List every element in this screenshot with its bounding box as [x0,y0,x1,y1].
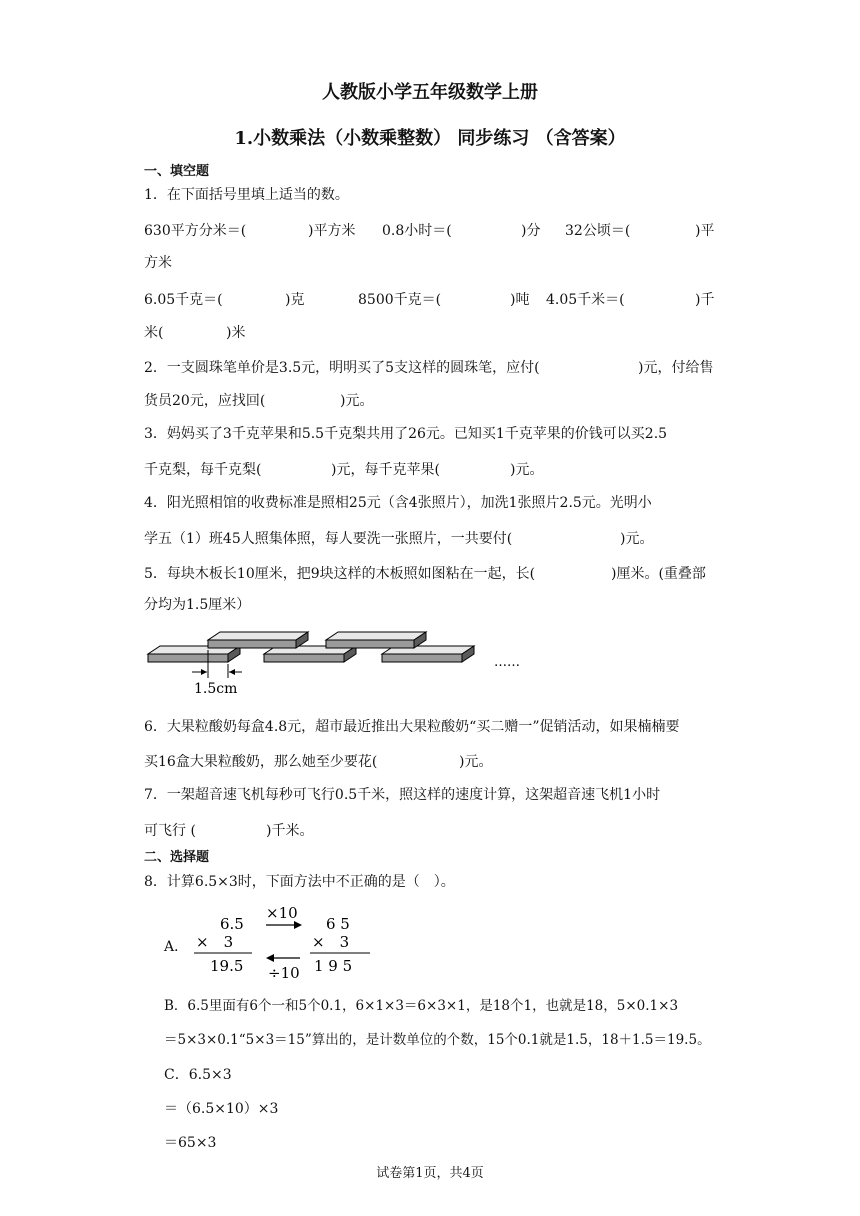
board-4 [208,632,308,648]
right-multiplicand: 6 5 [326,915,350,933]
document-title: 人教版小学五年级数学上册 [322,82,538,103]
board-5 [326,632,426,648]
q1-item5-suffix: )吨 [510,292,530,308]
arrow-top-label: ×10 [266,904,298,922]
q1-stem: 1．在下面括号里填上适当的数。 [144,187,349,203]
q1-item4-prefix: 6.05千克＝( [144,292,223,308]
q5-line1 [144,563,720,581]
q1-line4 [144,322,720,340]
q1-item5-prefix: 8500千克＝( [358,292,442,308]
q2-text-c: 货员20元，应找回( [144,393,266,409]
option-c-line2: ＝（6.5×10）×3 [164,1101,279,1117]
q1-line3 [144,289,720,307]
option-c-line1: C．6.5×3 [164,1067,232,1083]
q1-item2-prefix: 0.8小时＝( [382,223,452,239]
q5-line2: 分均为1.5厘米） [144,597,251,613]
left-multiplier: × 3 [196,933,234,951]
right-multiplier: × 3 [312,933,350,951]
document-subtitle: 1.小数乘法（小数乘整数） 同步练习 （含答案） [234,128,626,149]
q1-item6-cont-prefix: 米( [144,325,164,341]
option-b-line2: ＝5×3×0.1“5×3＝15”算出的，是计数单位的个数，15个0.1就是1.5，18＋1.5＝19.5。 [164,1032,711,1048]
option-a-vertical-multiplication [188,902,378,982]
q6-line1: 6．大果粒酸奶每盒4.8元，超市最近推出大果粒酸奶“买二赠一”促销活动，如果楠楠要 [144,719,680,735]
q7-line1: 7．一架超音速飞机每秒可飞行0.5千米，照这样的速度计算，这架超音速飞机1小时 [144,787,661,803]
q3-text-a: 千克梨，每千克梨( [144,462,262,478]
arrow-right-head [294,921,302,929]
q3-line1: 3．妈妈买了3千克苹果和5.5千克梨共用了26元。已知买1千克苹果的价钱可以买2.5 [144,426,668,442]
section-heading-fill-in: 一、填空题 [144,164,210,179]
q1-item3-prefix: 32公顷＝( [565,223,631,239]
arrow-bottom-label: ÷10 [268,964,300,982]
left-multiplicand: 6.5 [220,915,244,933]
q5-text-b: )厘米。(重叠部 [611,566,706,582]
figure-ellipsis: …… [494,655,520,670]
arrow-left-head [266,954,274,962]
q7-line2 [144,820,720,838]
q1-line2: 方米 [144,255,172,271]
q7-text-b: )千米。 [266,823,314,839]
q4-line2 [144,528,720,546]
q4-text-b: )元。 [620,531,654,547]
q1-item6-suffix: )千 [695,292,715,308]
q6-line2 [144,751,720,769]
q1-line1 [144,220,720,238]
q4-text-a: 学五（1）班45人照集体照，每人要洗一张照片，一共要付( [144,531,513,547]
q1-item6-cont-suffix: )米 [226,325,246,341]
option-c-line3: ＝65×3 [164,1135,217,1151]
wood-boards-figure [144,628,544,700]
q3-line2 [144,459,720,477]
q1-item3-suffix: )平 [695,223,715,239]
q1-item1-suffix: )平方米 [308,223,356,239]
q6-text-a: 买16盒大果粒酸奶，那么她至少要花( [144,754,378,770]
q3-text-c: )元。 [510,462,544,478]
q1-item6-prefix: 4.05千米＝( [546,292,625,308]
q4-line1: 4．阳光照相馆的收费标准是照相25元（含4张照片），加洗1张照片2.5元。光明小 [144,495,652,511]
overlap-label: 1.5cm [194,681,238,697]
q2-text-b: )元，付给售 [638,360,714,376]
q1-item1-prefix: 630平方分米＝( [144,223,247,239]
q2-text-a: 2．一支圆珠笔单价是3.5元，明明买了5支这样的圆珠笔，应付( [144,360,540,376]
q5-text-a: 5．每块木板长10厘米，把9块这样的木板照如图粘在一起，长( [144,566,536,582]
q7-text-a: 可飞行 ( [144,823,196,839]
q3-text-b: )元，每千克苹果( [331,462,440,478]
q6-text-b: )元。 [459,754,493,770]
left-result: 19.5 [210,957,244,975]
option-a-label: A． [164,939,189,955]
q2-line2 [144,390,720,408]
q1-item2-suffix: )分 [521,223,541,239]
right-result: 1 9 5 [314,957,353,975]
q1-item4-suffix: )克 [285,292,305,308]
q2-line1 [144,357,720,375]
option-b-line1: B．6.5里面有6个一和5个0.1，6×1×3＝6×3×1，是18个1，也就是18，5×0.1×3 [164,998,679,1014]
q2-text-d: )元。 [340,393,374,409]
q8-stem: 8．计算6.5×3时，下面方法中不正确的是（ ）。 [144,874,455,890]
section-heading-multiple-choice: 二、选择题 [144,850,210,865]
page-footer: 试卷第1页，共4页 [376,1166,484,1181]
